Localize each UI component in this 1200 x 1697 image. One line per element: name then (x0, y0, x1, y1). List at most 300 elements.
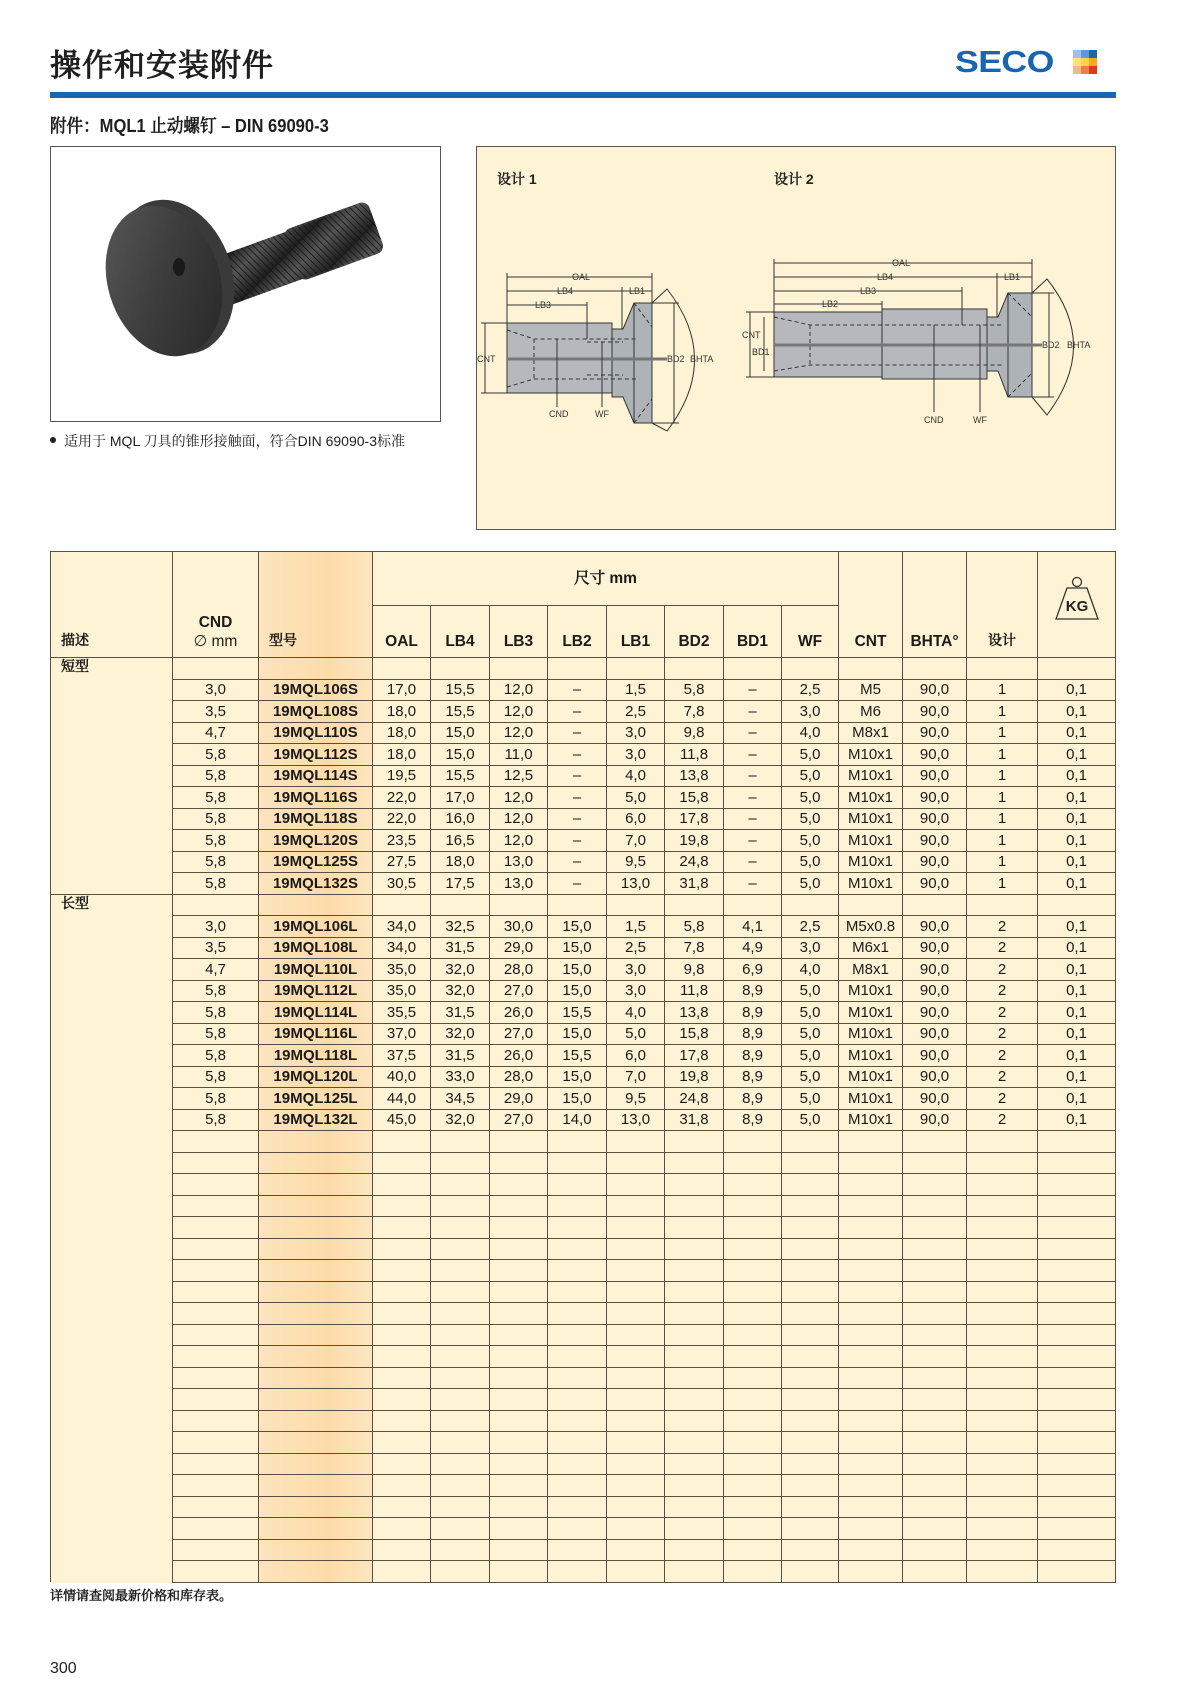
empty-cell (373, 1410, 431, 1432)
cell-wf: 5,0 (782, 873, 839, 895)
group-label: 短型 (51, 658, 173, 895)
cell-kg: 0,1 (1038, 1002, 1116, 1024)
empty-cell (903, 1152, 967, 1174)
empty-cell (548, 1238, 607, 1260)
empty-cell (259, 1561, 373, 1583)
empty-cell (724, 1539, 782, 1561)
cell-kg: 0,1 (1038, 937, 1116, 959)
header-desc: 描述 (51, 552, 173, 658)
cell-lb3: 13,0 (490, 873, 548, 895)
cell-lb2: 14,0 (548, 1109, 607, 1131)
empty-row (51, 1260, 1116, 1282)
cell-lb3: 30,0 (490, 916, 548, 938)
empty-cell (967, 658, 1038, 680)
dim-bd2: BD2 (1042, 340, 1060, 350)
cell-bd2: 13,8 (665, 765, 724, 787)
cell-oal: 34,0 (373, 937, 431, 959)
empty-cell (665, 1432, 724, 1454)
cell-cnt: M10x1 (839, 830, 903, 852)
cell-lb1: 1,5 (607, 916, 665, 938)
cell-design: 1 (967, 808, 1038, 830)
empty-cell (782, 1152, 839, 1174)
empty-cell (373, 1453, 431, 1475)
empty-cell (173, 1367, 259, 1389)
cell-lb2: – (548, 808, 607, 830)
empty-row (51, 1238, 1116, 1260)
empty-cell (490, 1346, 548, 1368)
cell-cnd: 4,7 (173, 722, 259, 744)
cell-cnt: M10x1 (839, 873, 903, 895)
cell-lb3: 11,0 (490, 744, 548, 766)
empty-cell (607, 1475, 665, 1497)
empty-cell (724, 1238, 782, 1260)
cell-bhta: 90,0 (903, 679, 967, 701)
empty-cell (839, 1475, 903, 1497)
empty-cell (967, 1152, 1038, 1174)
empty-cell (548, 1539, 607, 1561)
empty-cell (839, 1539, 903, 1561)
cell-oal: 45,0 (373, 1109, 431, 1131)
cell-model: 19MQL108S (259, 701, 373, 723)
table-row (51, 765, 1116, 787)
empty-cell (724, 894, 782, 916)
cell-lb1: 2,5 (607, 701, 665, 723)
header-rule (50, 92, 1116, 98)
empty-cell (724, 1367, 782, 1389)
cell-bhta: 90,0 (903, 916, 967, 938)
empty-cell (782, 1238, 839, 1260)
cell-wf: 3,0 (782, 937, 839, 959)
cell-oal: 44,0 (373, 1088, 431, 1110)
empty-cell (1038, 1496, 1116, 1518)
cell-bd1: – (724, 765, 782, 787)
empty-cell (548, 1195, 607, 1217)
cell-wf: 5,0 (782, 1088, 839, 1110)
empty-cell (665, 1217, 724, 1239)
cell-lb1: 3,0 (607, 722, 665, 744)
cell-kg: 0,1 (1038, 873, 1116, 895)
cell-lb1: 4,0 (607, 1002, 665, 1024)
cell-cnt: M10x1 (839, 980, 903, 1002)
table-row (51, 701, 1116, 723)
empty-cell (782, 1195, 839, 1217)
cell-lb1: 5,0 (607, 1023, 665, 1045)
cell-bhta: 90,0 (903, 787, 967, 809)
cell-design: 1 (967, 744, 1038, 766)
empty-cell (373, 1389, 431, 1411)
cell-lb2: – (548, 701, 607, 723)
empty-cell (839, 1281, 903, 1303)
cell-model: 19MQL116S (259, 787, 373, 809)
empty-row (51, 1174, 1116, 1196)
cell-kg: 0,1 (1038, 808, 1116, 830)
cell-bd2: 11,8 (665, 744, 724, 766)
cell-lb1: 5,0 (607, 787, 665, 809)
cell-wf: 5,0 (782, 830, 839, 852)
empty-cell (490, 1174, 548, 1196)
empty-cell (431, 1453, 490, 1475)
empty-cell (490, 1475, 548, 1497)
cell-bhta: 90,0 (903, 1066, 967, 1088)
empty-cell (1038, 894, 1116, 916)
cell-design: 2 (967, 1023, 1038, 1045)
empty-cell (259, 1281, 373, 1303)
empty-cell (607, 1324, 665, 1346)
empty-cell (373, 1131, 431, 1153)
cell-oal: 18,0 (373, 722, 431, 744)
empty-row (51, 1539, 1116, 1561)
cell-cnt: M10x1 (839, 1066, 903, 1088)
cell-bd2: 5,8 (665, 679, 724, 701)
empty-cell (607, 1561, 665, 1583)
empty-cell (431, 1238, 490, 1260)
cell-wf: 5,0 (782, 1109, 839, 1131)
cell-design: 2 (967, 1002, 1038, 1024)
logo-square (1081, 58, 1089, 66)
empty-cell (373, 1303, 431, 1325)
cell-lb3: 12,0 (490, 722, 548, 744)
empty-cell (259, 1475, 373, 1497)
table-row (51, 1109, 1116, 1131)
cell-design: 2 (967, 937, 1038, 959)
empty-cell (373, 1561, 431, 1583)
cell-bd2: 17,8 (665, 808, 724, 830)
cell-bhta: 90,0 (903, 851, 967, 873)
empty-cell (259, 658, 373, 680)
empty-cell (548, 1174, 607, 1196)
empty-cell (724, 1260, 782, 1282)
empty-cell (967, 1475, 1038, 1497)
empty-cell (724, 1389, 782, 1411)
empty-cell (259, 1496, 373, 1518)
dim-lb4: LB4 (557, 286, 574, 296)
cell-cnd: 5,8 (173, 1023, 259, 1045)
empty-cell (607, 1432, 665, 1454)
table-row (51, 722, 1116, 744)
empty-cell (782, 1217, 839, 1239)
empty-cell (373, 1324, 431, 1346)
cell-kg: 0,1 (1038, 744, 1116, 766)
cell-oal: 37,0 (373, 1023, 431, 1045)
empty-cell (903, 1260, 967, 1282)
cell-cnd: 5,8 (173, 1002, 259, 1024)
empty-cell (724, 658, 782, 680)
cell-kg: 0,1 (1038, 701, 1116, 723)
empty-cell (1038, 1324, 1116, 1346)
empty-cell (1038, 1539, 1116, 1561)
cell-bhta: 90,0 (903, 873, 967, 895)
cell-lb4: 18,0 (431, 851, 490, 873)
empty-cell (903, 1539, 967, 1561)
empty-cell (782, 1260, 839, 1282)
spec-table (50, 551, 1116, 1583)
cell-design: 2 (967, 1109, 1038, 1131)
cell-oal: 22,0 (373, 787, 431, 809)
empty-cell (782, 1346, 839, 1368)
cell-model: 19MQL118S (259, 808, 373, 830)
table-row (51, 1088, 1116, 1110)
empty-cell (724, 1131, 782, 1153)
empty-cell (373, 1195, 431, 1217)
dim-bd2: BD2 (667, 354, 685, 364)
cell-bd2: 31,8 (665, 873, 724, 895)
cell-cnd: 5,8 (173, 1109, 259, 1131)
empty-cell (724, 1561, 782, 1583)
empty-cell (431, 1539, 490, 1561)
empty-cell (967, 894, 1038, 916)
empty-cell (903, 894, 967, 916)
cell-lb4: 33,0 (431, 1066, 490, 1088)
empty-row (51, 1131, 1116, 1153)
empty-cell (1038, 1453, 1116, 1475)
cell-cnt: M10x1 (839, 1088, 903, 1110)
cell-design: 1 (967, 873, 1038, 895)
cell-design: 1 (967, 830, 1038, 852)
cell-kg: 0,1 (1038, 830, 1116, 852)
header-oal: OAL (373, 606, 431, 658)
cell-lb2: 15,0 (548, 980, 607, 1002)
cell-bhta: 90,0 (903, 765, 967, 787)
cell-model: 19MQL110S (259, 722, 373, 744)
cell-lb2: – (548, 765, 607, 787)
empty-cell (1038, 1195, 1116, 1217)
cell-oal: 22,0 (373, 808, 431, 830)
empty-cell (839, 1453, 903, 1475)
cell-bd1: 6,9 (724, 959, 782, 981)
empty-cell (839, 1367, 903, 1389)
cell-cnt: M10x1 (839, 1002, 903, 1024)
empty-cell (431, 658, 490, 680)
logo-squares-icon (1073, 50, 1097, 74)
empty-cell (548, 1475, 607, 1497)
header-design: 设计 (967, 552, 1038, 658)
empty-cell (724, 1174, 782, 1196)
cell-cnd: 3,5 (173, 701, 259, 723)
empty-cell (548, 1131, 607, 1153)
cell-bd1: – (724, 744, 782, 766)
cell-bhta: 90,0 (903, 722, 967, 744)
empty-cell (607, 1389, 665, 1411)
empty-cell (173, 1539, 259, 1561)
header-lb4: LB4 (431, 606, 490, 658)
dim-wf: WF (973, 415, 987, 425)
empty-cell (607, 1539, 665, 1561)
empty-cell (967, 1174, 1038, 1196)
empty-cell (173, 1432, 259, 1454)
empty-cell (967, 1453, 1038, 1475)
empty-cell (839, 1561, 903, 1583)
empty-cell (903, 1432, 967, 1454)
cell-wf: 5,0 (782, 787, 839, 809)
cell-bd2: 24,8 (665, 1088, 724, 1110)
empty-cell (967, 1238, 1038, 1260)
cell-lb4: 15,5 (431, 701, 490, 723)
cell-design: 2 (967, 959, 1038, 981)
empty-cell (548, 1432, 607, 1454)
dim-cnt: CNT (477, 354, 496, 364)
empty-cell (373, 1518, 431, 1540)
bullet-text: 适用于 MQL 刀具的锥形接触面，符合DIN 69090-3标准 (64, 433, 405, 449)
empty-cell (967, 1410, 1038, 1432)
empty-cell (903, 1131, 967, 1153)
cell-bd1: – (724, 873, 782, 895)
empty-cell (431, 1195, 490, 1217)
cell-oal: 17,0 (373, 679, 431, 701)
cell-bd1: 8,9 (724, 1088, 782, 1110)
empty-cell (548, 1346, 607, 1368)
empty-cell (548, 1367, 607, 1389)
cell-bd2: 31,8 (665, 1109, 724, 1131)
cell-bd1: – (724, 722, 782, 744)
cell-bhta: 90,0 (903, 1002, 967, 1024)
table-row (51, 1066, 1116, 1088)
table-row (51, 1045, 1116, 1067)
empty-cell (373, 1174, 431, 1196)
empty-cell (607, 1152, 665, 1174)
empty-cell (665, 1303, 724, 1325)
cell-design: 2 (967, 1088, 1038, 1110)
empty-cell (724, 1432, 782, 1454)
empty-cell (490, 1561, 548, 1583)
page-number: 300 (50, 1660, 77, 1677)
cell-bd2: 9,8 (665, 722, 724, 744)
cell-lb2: 15,0 (548, 959, 607, 981)
empty-cell (1038, 1346, 1116, 1368)
empty-cell (903, 1174, 967, 1196)
empty-cell (548, 658, 607, 680)
cell-cnd: 5,8 (173, 830, 259, 852)
empty-cell (724, 1410, 782, 1432)
header-bhta: BHTA° (903, 552, 967, 658)
empty-cell (173, 658, 259, 680)
empty-cell (259, 1324, 373, 1346)
empty-cell (259, 1346, 373, 1368)
empty-cell (607, 1217, 665, 1239)
cell-lb3: 27,0 (490, 1023, 548, 1045)
empty-cell (431, 1152, 490, 1174)
empty-cell (903, 1389, 967, 1411)
table-row (51, 830, 1116, 852)
empty-cell (782, 1131, 839, 1153)
cell-wf: 5,0 (782, 1002, 839, 1024)
empty-cell (431, 1518, 490, 1540)
cell-design: 2 (967, 1066, 1038, 1088)
cell-cnt: M10x1 (839, 744, 903, 766)
empty-cell (173, 1281, 259, 1303)
cell-design: 1 (967, 787, 1038, 809)
cell-wf: 2,5 (782, 916, 839, 938)
cell-lb1: 2,5 (607, 937, 665, 959)
cell-bd1: 8,9 (724, 1066, 782, 1088)
empty-cell (903, 1238, 967, 1260)
empty-cell (373, 1281, 431, 1303)
cell-design: 1 (967, 851, 1038, 873)
empty-cell (967, 1346, 1038, 1368)
cell-bd2: 5,8 (665, 916, 724, 938)
empty-cell (373, 1346, 431, 1368)
empty-cell (1038, 1410, 1116, 1432)
cell-oal: 18,0 (373, 701, 431, 723)
cell-lb4: 15,5 (431, 765, 490, 787)
empty-cell (173, 1324, 259, 1346)
empty-cell (839, 1238, 903, 1260)
table-row (51, 937, 1116, 959)
empty-cell (607, 1238, 665, 1260)
cell-cnd: 5,8 (173, 1088, 259, 1110)
cell-bhta: 90,0 (903, 1045, 967, 1067)
empty-cell (782, 1367, 839, 1389)
weight-kg-icon (1052, 576, 1102, 622)
header-cnt: CNT (839, 552, 903, 658)
empty-cell (903, 1217, 967, 1239)
empty-cell (839, 1131, 903, 1153)
cell-lb1: 3,0 (607, 959, 665, 981)
empty-cell (665, 1152, 724, 1174)
page-title: 操作和安装附件 (50, 48, 274, 84)
logo-square (1073, 50, 1081, 58)
empty-cell (967, 1131, 1038, 1153)
empty-cell (782, 1324, 839, 1346)
cell-oal: 35,5 (373, 1002, 431, 1024)
empty-cell (259, 1131, 373, 1153)
table-row (51, 1002, 1116, 1024)
empty-cell (173, 1496, 259, 1518)
empty-cell (607, 1131, 665, 1153)
cell-lb3: 27,0 (490, 1109, 548, 1131)
empty-cell (967, 1260, 1038, 1282)
empty-cell (903, 1281, 967, 1303)
dim-lb4: LB4 (877, 272, 894, 282)
table-row (51, 873, 1116, 895)
dim-bd1: BD1 (752, 347, 770, 357)
cell-cnt: M5 (839, 679, 903, 701)
cell-kg: 0,1 (1038, 959, 1116, 981)
empty-cell (607, 1174, 665, 1196)
empty-cell (373, 1475, 431, 1497)
cell-design: 1 (967, 701, 1038, 723)
dim-bhta: BHTA (690, 354, 714, 364)
cell-kg: 0,1 (1038, 1045, 1116, 1067)
cell-bd2: 9,8 (665, 959, 724, 981)
cell-oal: 23,5 (373, 830, 431, 852)
cell-wf: 5,0 (782, 808, 839, 830)
empty-cell (431, 1410, 490, 1432)
cell-lb3: 29,0 (490, 937, 548, 959)
design-2-label: 设计 2 (774, 171, 814, 187)
empty-row (51, 1152, 1116, 1174)
empty-cell (1038, 1131, 1116, 1153)
empty-cell (259, 1152, 373, 1174)
table-row (51, 980, 1116, 1002)
empty-cell (839, 1432, 903, 1454)
empty-cell (548, 1281, 607, 1303)
empty-cell (724, 1281, 782, 1303)
empty-cell (839, 1410, 903, 1432)
cell-kg: 0,1 (1038, 1088, 1116, 1110)
cell-lb2: – (548, 873, 607, 895)
empty-cell (839, 1389, 903, 1411)
cell-lb2: 15,0 (548, 1066, 607, 1088)
logo-text: SECO (955, 44, 1054, 79)
empty-row (51, 1453, 1116, 1475)
cell-bd2: 19,8 (665, 1066, 724, 1088)
empty-cell (490, 1496, 548, 1518)
empty-cell (607, 1367, 665, 1389)
empty-cell (490, 1453, 548, 1475)
empty-cell (967, 1303, 1038, 1325)
cell-lb2: 15,0 (548, 937, 607, 959)
dim-cnd: CND (549, 409, 569, 419)
